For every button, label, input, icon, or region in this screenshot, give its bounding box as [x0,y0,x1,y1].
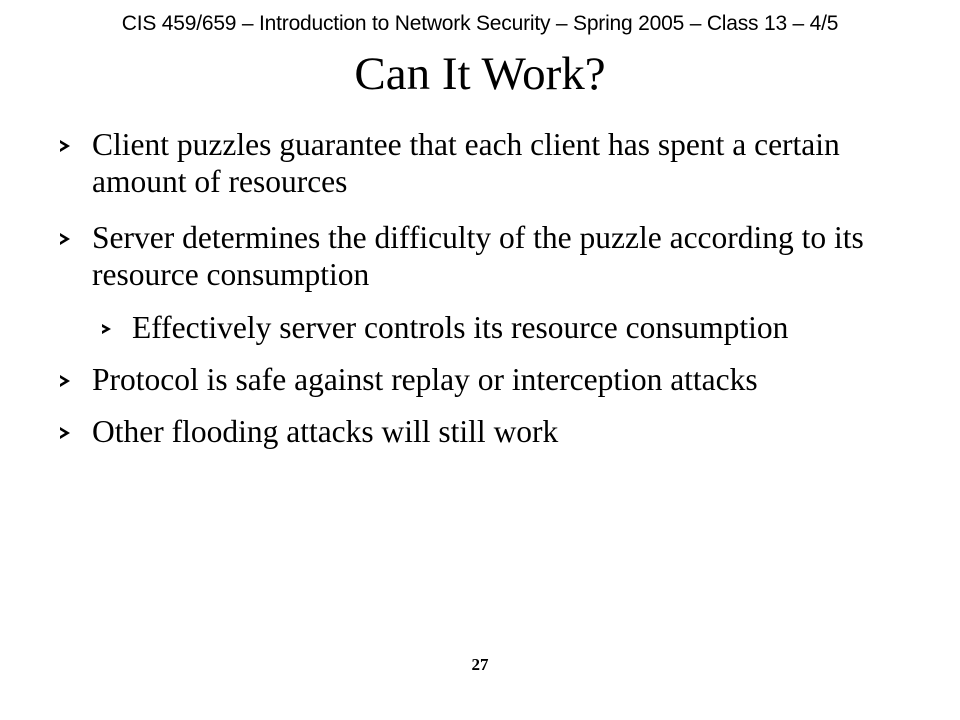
slide-title: Can It Work? [354,48,606,100]
slide-header: CIS 459/659 – Introduction to Network Security – Spring 2005 – Class 13 – 4/5 [121,12,839,35]
bullet-text: Server determines the difficulty of the puzzle according to its resource consumption [92,220,864,292]
bullet-item [54,361,934,398]
bullet-text: Effectively server controls its resource consumption [132,310,789,345]
bullet-list [54,126,934,467]
bullet-item [54,413,934,450]
arrow-bullet-icon [60,427,70,439]
bullet-text: Other flooding attacks will still work [92,414,559,449]
arrow-bullet-icon [60,140,70,152]
bullet-text: Client puzzles guarantee that each client has spent a certain amount of resources [92,127,840,199]
arrow-bullet-icon [60,233,70,245]
bullet-text: Protocol is safe against replay or interception attacks [92,362,758,397]
bullet-item [54,219,934,293]
page-number: 27 [471,655,489,674]
sub-bullet-item [94,309,934,346]
arrow-bullet-icon [102,324,111,334]
bullet-item [54,126,934,200]
arrow-bullet-icon [60,375,70,387]
